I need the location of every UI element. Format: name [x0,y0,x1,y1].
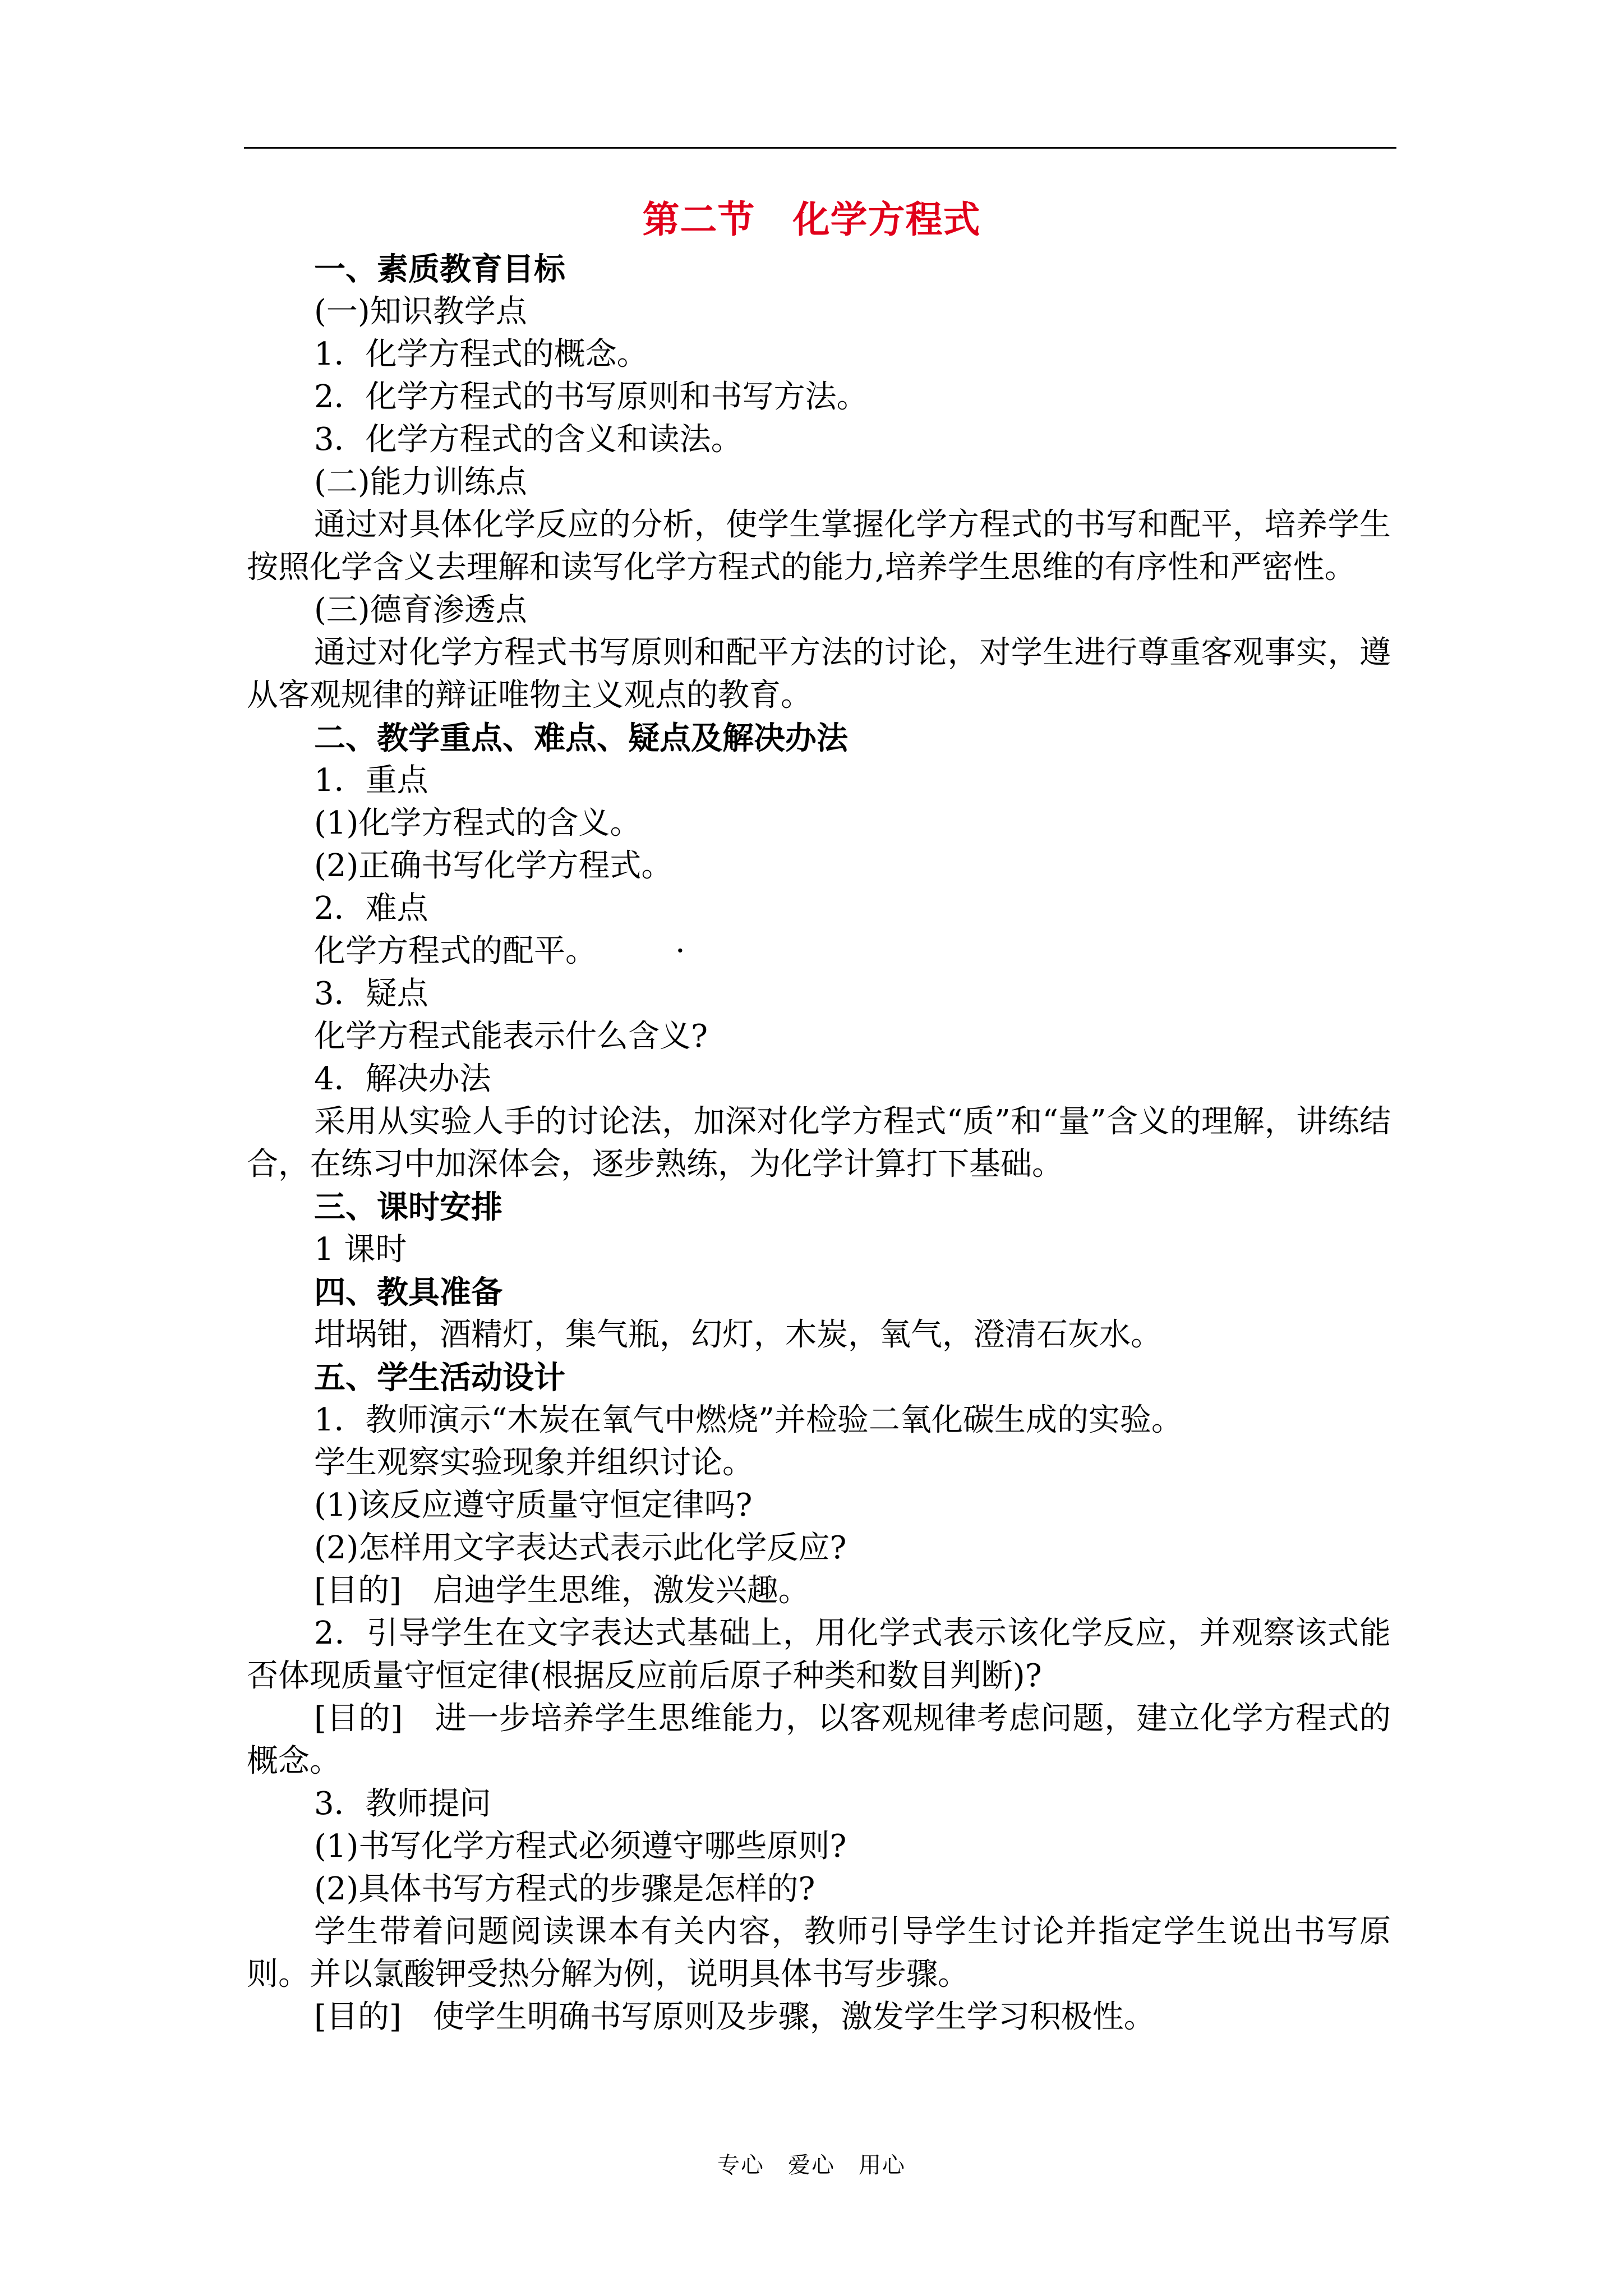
list-item: 化学方程式能表示什么含义? [314,1018,708,1055]
purpose-note: [目的] 进一步培养学生思维能力，以客观规律考虑问题，建立化学方程式的概念。 [247,1700,1391,1779]
paragraph: 通过对化学方程式书写原则和配平方法的讨论，对学生进行尊重客观事实，遵从客观规律的辩证唯物主义观点的教育。 [247,634,1391,714]
subsection-heading: (二)能力训练点 [314,464,527,500]
paragraph: 2．引导学生在文字表达式基础上，用化学式表示该化学反应，并观察该式能否体现质量守恒定律(根据反应前后原子种类和数目判断)? [247,1615,1391,1694]
header-rule [244,147,1396,149]
purpose-note: [目的] 使学生明确书写原则及步骤，激发学生学习积极性。 [314,1999,1155,2035]
list-item: 1．教师演示“木炭在氧气中燃烧”并检验二氧化碳生成的实验。 [314,1402,1183,1438]
section-heading: 一、素质教育目标 [314,251,565,288]
paragraph: 学生观察实验现象并组织讨论。 [314,1444,754,1481]
section-heading: 二、教学重点、难点、疑点及解决办法 [314,720,848,757]
list-item: (1)书写化学方程式必须遵守哪些原则? [314,1828,847,1865]
list-item: 2．难点 [314,890,428,927]
page-title: 第二节 化学方程式 [642,197,981,241]
list-item: 1．重点 [314,762,428,799]
stray-dot: · [675,933,685,969]
paragraph: 坩埚钳，酒精灯，集气瓶，幻灯，木炭，氧气，澄清石灰水。 [314,1317,1162,1353]
purpose-note: [目的] 启迪学生思维，激发兴趣。 [314,1572,810,1609]
list-item: (2)正确书写化学方程式。 [314,848,673,884]
list-item: 2．化学方程式的书写原则和书写方法。 [314,379,868,415]
subsection-heading: (三)德育渗透点 [314,592,527,628]
list-item: 1．化学方程式的概念。 [314,336,648,372]
list-item: (2)具体书写方程式的步骤是怎样的? [314,1871,815,1907]
list-item: 3．化学方程式的含义和读法。 [314,421,743,458]
section-heading: 三、课时安排 [314,1189,502,1226]
section-heading: 五、学生活动设计 [314,1359,565,1396]
list-item: 4．解决办法 [314,1061,491,1097]
list-item-text: 化学方程式的配平。 [314,933,597,969]
document-body [247,248,1391,2039]
paragraph: 采用从实验人手的讨论法，加深对化学方程式“质”和“量”含义的理解，讲练结合，在练习中加深体会，逐步熟练，为化学计算打下基础。 [247,1103,1391,1182]
page-footer: 专心 爱心 用心 [717,2152,906,2178]
list-item: 3．疑点 [314,976,428,1012]
list-item [247,930,1391,973]
list-item: (2)怎样用文字表达式表示此化学反应? [314,1530,847,1566]
list-item: (1)该反应遵守质量守恒定律吗? [314,1487,753,1524]
subsection-heading: (一)知识教学点 [314,293,527,330]
paragraph: 1 课时 [314,1231,407,1268]
paragraph: 学生带着问题阅读课本有关内容，教师引导学生讨论并指定学生说出书写原则。并以氯酸钾受热分解为例，说明具体书写步骤。 [247,1913,1391,1993]
paragraph: 通过对具体化学反应的分析，使学生掌握化学方程式的书写和配平，培养学生按照化学含义去理解和读写化学方程式的能力,培养学生思维的有序性和严密性。 [247,507,1391,586]
list-item: (1)化学方程式的含义。 [314,805,642,841]
list-item: 3．教师提问 [314,1786,491,1822]
section-heading: 四、教具准备 [314,1274,502,1311]
